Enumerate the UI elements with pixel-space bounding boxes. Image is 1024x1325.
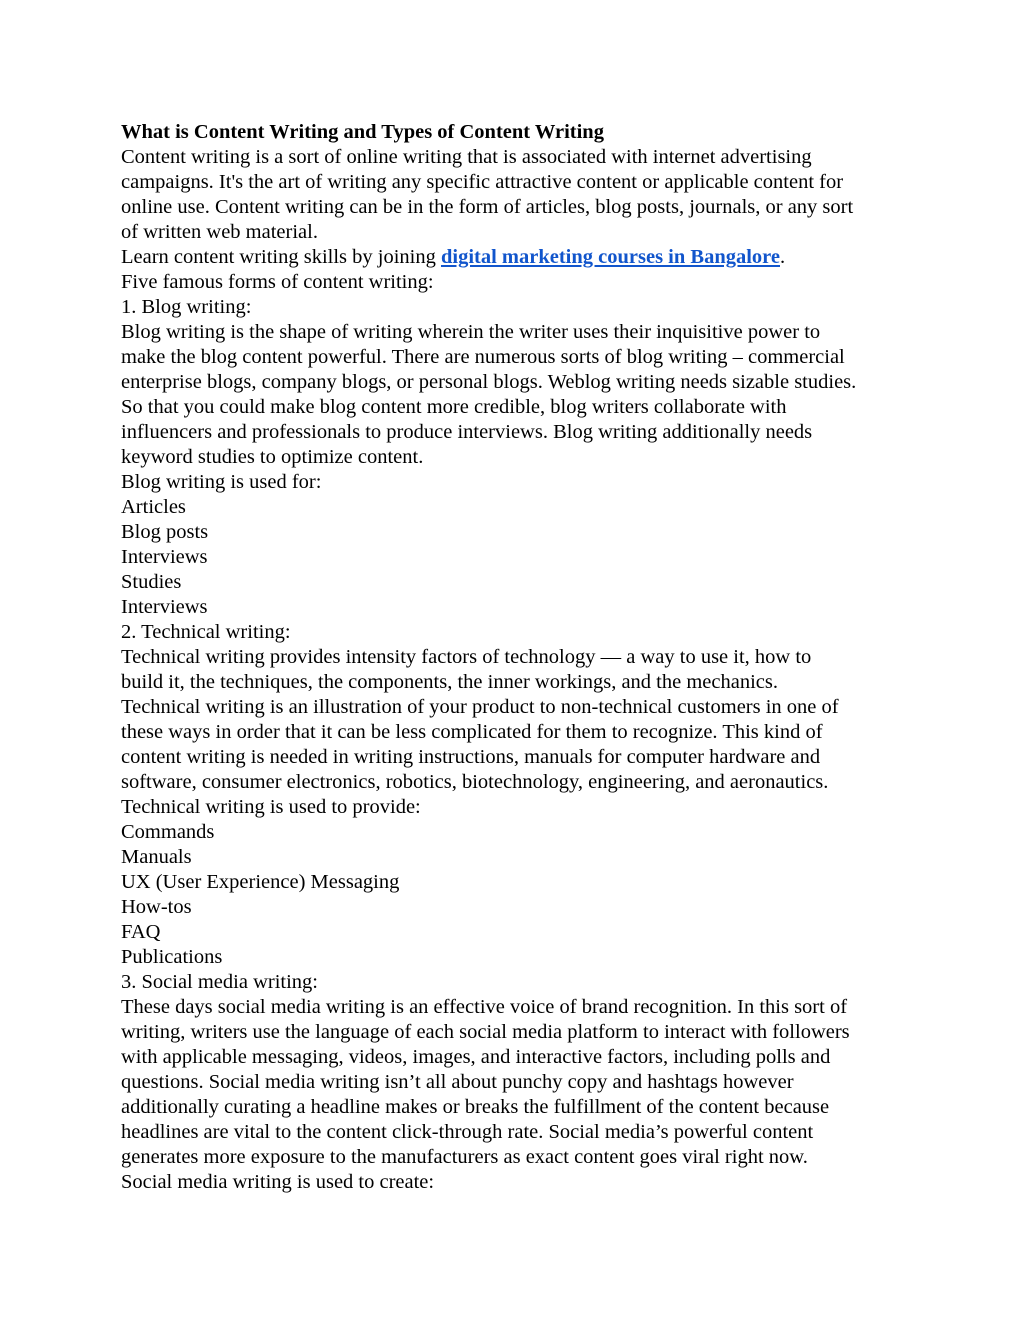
learn-line (121, 245, 921, 270)
blog-paragraph-line: keyword studies to optimize content. (121, 446, 424, 468)
section-heading-blog: 1. Blog writing: (121, 296, 252, 318)
intro-line: Content writing is a sort of online writing that is associated with internet advertising (121, 146, 812, 168)
list-item: Studies (121, 571, 182, 593)
social-paragraph-line: generates more exposure to the manufacturers as exact content goes viral right now. (121, 1146, 808, 1168)
blog-paragraph-line: Blog writing is the shape of writing wherein the writer uses their inquisitive power to (121, 321, 821, 343)
social-paragraph-line: These days social media writing is an effective voice of brand recognition. In this sort of (121, 996, 848, 1018)
forms-intro: Five famous forms of content writing: (121, 271, 434, 293)
document-page (121, 120, 921, 1195)
list-item: FAQ (121, 921, 161, 943)
intro-line: campaigns. It's the art of writing any specific attractive content or applicable content for (121, 171, 844, 193)
list-item: Interviews (121, 596, 208, 618)
digital-marketing-courses-link[interactable]: digital marketing courses in Bangalore (440, 246, 780, 268)
intro-line: online use. Content writing can be in the form of articles, blog posts, journals, or any sort (121, 196, 854, 218)
social-paragraph-line: additionally curating a headline makes or breaks the fulfillment of the content because (121, 1096, 830, 1118)
list-item: Interviews (121, 546, 208, 568)
technical-paragraph-line: these ways in order that it can be less complicated for them to recognize. This kind of (121, 721, 823, 743)
section-heading-technical: 2. Technical writing: (121, 621, 291, 643)
blog-paragraph-line: make the blog content powerful. There are numerous sorts of blog writing – commercial (121, 346, 845, 368)
intro-line: of written web material. (121, 221, 318, 243)
learn-suffix: . (780, 246, 786, 268)
technical-paragraph-line: software, consumer electronics, robotics, biotechnology, engineering, and aeronautics. (121, 771, 829, 793)
blog-used-for: Blog writing is used for: (121, 471, 322, 493)
document-title: What is Content Writing and Types of Content Writing (121, 121, 604, 143)
section-heading-social: 3. Social media writing: (121, 971, 318, 993)
blog-paragraph-line: influencers and professionals to produce interviews. Blog writing additionally needs (121, 421, 813, 443)
social-paragraph-line: headlines are vital to the content click-through rate. Social media’s powerful content (121, 1121, 814, 1143)
learn-prefix: Learn content writing skills by joining (121, 246, 441, 268)
social-paragraph-line: questions. Social media writing isn’t all about punchy copy and hashtags however (121, 1071, 794, 1093)
list-item: Commands (121, 821, 215, 843)
list-item: UX (User Experience) Messaging (121, 871, 400, 893)
list-item: How-tos (121, 896, 192, 918)
blog-paragraph-line: So that you could make blog content more credible, blog writers collaborate with (121, 396, 787, 418)
technical-paragraph-line: Technical writing is an illustration of your product to non-technical customers in one of (121, 696, 839, 718)
social-used-for: Social media writing is used to create: (121, 1171, 435, 1193)
technical-paragraph-line: Technical writing provides intensity factors of technology — a way to use it, how to (121, 646, 812, 668)
social-paragraph-line: writing, writers use the language of each social media platform to interact with followers (121, 1021, 850, 1043)
technical-paragraph-line: content writing is needed in writing instructions, manuals for computer hardware and (121, 746, 821, 768)
social-paragraph-line: with applicable messaging, videos, images, and interactive factors, including polls and (121, 1046, 831, 1068)
technical-used-for: Technical writing is used to provide: (121, 796, 421, 818)
list-item: Publications (121, 946, 223, 968)
list-item: Blog posts (121, 521, 209, 543)
list-item: Manuals (121, 846, 192, 868)
blog-paragraph-line: enterprise blogs, company blogs, or personal blogs. Weblog writing needs sizable studies. (121, 371, 857, 393)
list-item: Articles (121, 496, 186, 518)
technical-paragraph-line: build it, the techniques, the components, the inner workings, and the mechanics. (121, 671, 778, 693)
